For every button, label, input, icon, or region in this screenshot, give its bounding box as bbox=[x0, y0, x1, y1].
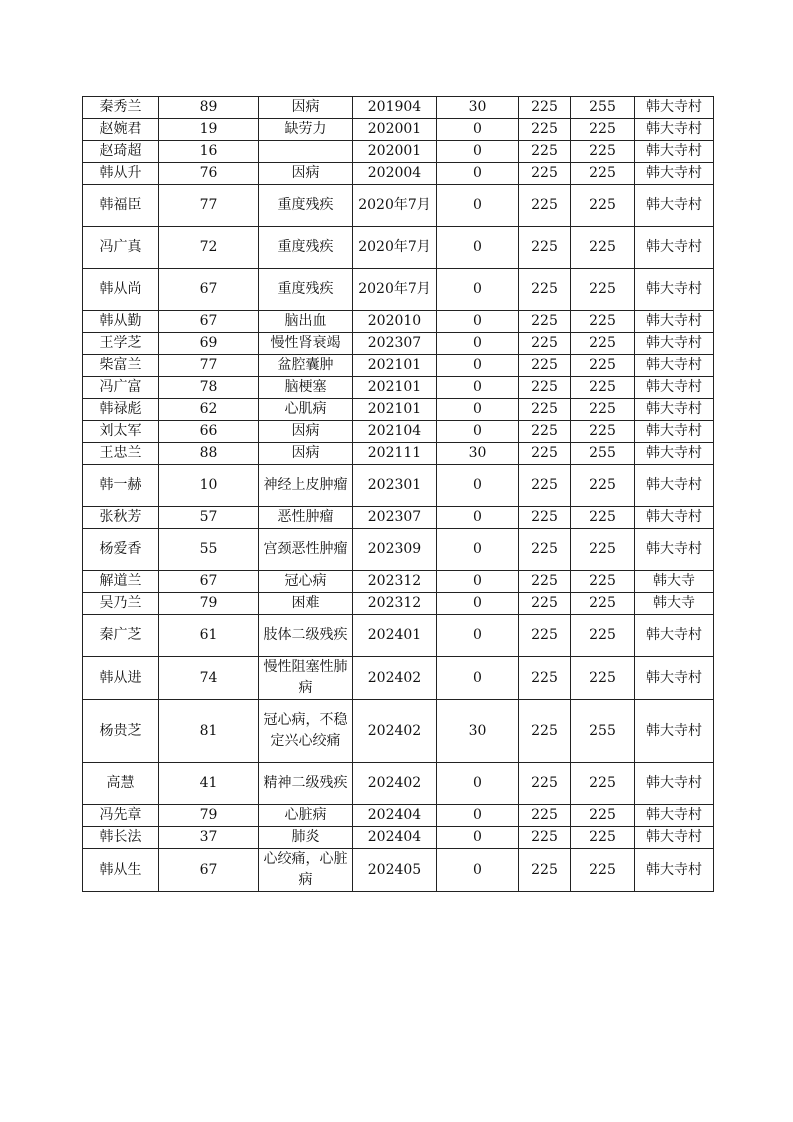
date-cell: 202307 bbox=[353, 507, 437, 529]
name-cell: 韩一赫 bbox=[83, 465, 159, 507]
reason-cell: 精神二级残疾 bbox=[259, 763, 353, 805]
extra-amount-cell: 0 bbox=[437, 593, 519, 615]
age-cell: 72 bbox=[159, 227, 259, 269]
age-cell: 10 bbox=[159, 465, 259, 507]
reason-cell: 重度残疾 bbox=[259, 185, 353, 227]
total-amount-cell: 225 bbox=[571, 399, 635, 421]
total-amount-cell: 225 bbox=[571, 657, 635, 700]
table-row bbox=[83, 399, 714, 421]
reason-cell: 困难 bbox=[259, 593, 353, 615]
base-amount-cell: 225 bbox=[519, 443, 571, 465]
age-cell: 37 bbox=[159, 827, 259, 849]
age-cell: 41 bbox=[159, 763, 259, 805]
extra-amount-cell: 0 bbox=[437, 849, 519, 892]
name-cell: 赵琦超 bbox=[83, 141, 159, 163]
reason-cell bbox=[259, 141, 353, 163]
reason-cell: 心肌病 bbox=[259, 399, 353, 421]
total-amount-cell: 225 bbox=[571, 507, 635, 529]
base-amount-cell: 225 bbox=[519, 657, 571, 700]
village-cell: 韩大寺村 bbox=[635, 227, 714, 269]
base-amount-cell: 225 bbox=[519, 507, 571, 529]
reason-cell: 脑出血 bbox=[259, 311, 353, 333]
date-cell: 201904 bbox=[353, 97, 437, 119]
date-cell: 202401 bbox=[353, 615, 437, 657]
extra-amount-cell: 0 bbox=[437, 465, 519, 507]
extra-amount-cell: 0 bbox=[437, 355, 519, 377]
village-cell: 韩大寺村 bbox=[635, 615, 714, 657]
extra-amount-cell: 0 bbox=[437, 141, 519, 163]
date-cell: 202104 bbox=[353, 421, 437, 443]
base-amount-cell: 225 bbox=[519, 141, 571, 163]
extra-amount-cell: 0 bbox=[437, 529, 519, 571]
total-amount-cell: 225 bbox=[571, 185, 635, 227]
date-cell: 202101 bbox=[353, 355, 437, 377]
extra-amount-cell: 30 bbox=[437, 97, 519, 119]
village-cell: 韩大寺村 bbox=[635, 355, 714, 377]
table-row bbox=[83, 227, 714, 269]
village-cell: 韩大寺村 bbox=[635, 185, 714, 227]
table-row bbox=[83, 465, 714, 507]
reason-cell: 冠心病 bbox=[259, 571, 353, 593]
extra-amount-cell: 0 bbox=[437, 311, 519, 333]
base-amount-cell: 225 bbox=[519, 615, 571, 657]
table-row bbox=[83, 355, 714, 377]
table-row bbox=[83, 269, 714, 311]
table-row bbox=[83, 163, 714, 185]
date-cell: 202404 bbox=[353, 805, 437, 827]
date-cell: 202312 bbox=[353, 571, 437, 593]
base-amount-cell: 225 bbox=[519, 763, 571, 805]
age-cell: 55 bbox=[159, 529, 259, 571]
reason-cell: 恶性肿瘤 bbox=[259, 507, 353, 529]
table-row bbox=[83, 421, 714, 443]
village-cell: 韩大寺村 bbox=[635, 827, 714, 849]
date-cell: 2020年7月 bbox=[353, 185, 437, 227]
name-cell: 韩从尚 bbox=[83, 269, 159, 311]
extra-amount-cell: 0 bbox=[437, 763, 519, 805]
name-cell: 王忠兰 bbox=[83, 443, 159, 465]
reason-cell: 重度残疾 bbox=[259, 269, 353, 311]
name-cell: 杨爱香 bbox=[83, 529, 159, 571]
base-amount-cell: 225 bbox=[519, 827, 571, 849]
table-row bbox=[83, 805, 714, 827]
date-cell: 202402 bbox=[353, 700, 437, 763]
total-amount-cell: 225 bbox=[571, 593, 635, 615]
village-cell: 韩大寺村 bbox=[635, 119, 714, 141]
extra-amount-cell: 0 bbox=[437, 827, 519, 849]
table-row bbox=[83, 529, 714, 571]
date-cell: 202101 bbox=[353, 377, 437, 399]
name-cell: 韩从生 bbox=[83, 849, 159, 892]
reason-cell: 缺劳力 bbox=[259, 119, 353, 141]
total-amount-cell: 225 bbox=[571, 311, 635, 333]
table-row bbox=[83, 185, 714, 227]
name-cell: 冯广富 bbox=[83, 377, 159, 399]
total-amount-cell: 225 bbox=[571, 763, 635, 805]
reason-cell: 慢性阻塞性肺病 bbox=[259, 657, 353, 700]
name-cell: 韩福臣 bbox=[83, 185, 159, 227]
name-cell: 韩禄彪 bbox=[83, 399, 159, 421]
total-amount-cell: 225 bbox=[571, 849, 635, 892]
village-cell: 韩大寺村 bbox=[635, 849, 714, 892]
extra-amount-cell: 0 bbox=[437, 399, 519, 421]
extra-amount-cell: 0 bbox=[437, 657, 519, 700]
village-cell: 韩大寺村 bbox=[635, 269, 714, 311]
name-cell: 张秋芳 bbox=[83, 507, 159, 529]
extra-amount-cell: 0 bbox=[437, 227, 519, 269]
village-cell: 韩大寺村 bbox=[635, 443, 714, 465]
date-cell: 202004 bbox=[353, 163, 437, 185]
age-cell: 66 bbox=[159, 421, 259, 443]
date-cell: 202010 bbox=[353, 311, 437, 333]
name-cell: 韩从升 bbox=[83, 163, 159, 185]
table-row bbox=[83, 615, 714, 657]
name-cell: 韩从进 bbox=[83, 657, 159, 700]
table-row bbox=[83, 97, 714, 119]
name-cell: 赵婉君 bbox=[83, 119, 159, 141]
village-cell: 韩大寺村 bbox=[635, 805, 714, 827]
extra-amount-cell: 30 bbox=[437, 443, 519, 465]
age-cell: 79 bbox=[159, 805, 259, 827]
roster-body bbox=[83, 97, 714, 892]
village-cell: 韩大寺村 bbox=[635, 657, 714, 700]
reason-cell: 肢体二级残疾 bbox=[259, 615, 353, 657]
age-cell: 81 bbox=[159, 700, 259, 763]
total-amount-cell: 225 bbox=[571, 333, 635, 355]
village-cell: 韩大寺村 bbox=[635, 97, 714, 119]
age-cell: 62 bbox=[159, 399, 259, 421]
name-cell: 解道兰 bbox=[83, 571, 159, 593]
extra-amount-cell: 0 bbox=[437, 571, 519, 593]
age-cell: 67 bbox=[159, 849, 259, 892]
extra-amount-cell: 30 bbox=[437, 700, 519, 763]
total-amount-cell: 225 bbox=[571, 571, 635, 593]
table-row bbox=[83, 657, 714, 700]
total-amount-cell: 225 bbox=[571, 269, 635, 311]
age-cell: 89 bbox=[159, 97, 259, 119]
village-cell: 韩大寺 bbox=[635, 593, 714, 615]
village-cell: 韩大寺村 bbox=[635, 163, 714, 185]
date-cell: 202404 bbox=[353, 827, 437, 849]
date-cell: 202001 bbox=[353, 141, 437, 163]
base-amount-cell: 225 bbox=[519, 333, 571, 355]
base-amount-cell: 225 bbox=[519, 593, 571, 615]
village-cell: 韩大寺村 bbox=[635, 465, 714, 507]
total-amount-cell: 225 bbox=[571, 141, 635, 163]
table-row bbox=[83, 119, 714, 141]
table-row bbox=[83, 593, 714, 615]
date-cell: 202309 bbox=[353, 529, 437, 571]
age-cell: 78 bbox=[159, 377, 259, 399]
assistance-roster-table bbox=[82, 96, 714, 892]
base-amount-cell: 225 bbox=[519, 163, 571, 185]
age-cell: 67 bbox=[159, 269, 259, 311]
table-row bbox=[83, 507, 714, 529]
total-amount-cell: 225 bbox=[571, 421, 635, 443]
total-amount-cell: 255 bbox=[571, 97, 635, 119]
name-cell: 韩从勤 bbox=[83, 311, 159, 333]
village-cell: 韩大寺村 bbox=[635, 763, 714, 805]
age-cell: 67 bbox=[159, 311, 259, 333]
date-cell: 202101 bbox=[353, 399, 437, 421]
village-cell: 韩大寺村 bbox=[635, 141, 714, 163]
extra-amount-cell: 0 bbox=[437, 377, 519, 399]
base-amount-cell: 225 bbox=[519, 849, 571, 892]
total-amount-cell: 255 bbox=[571, 443, 635, 465]
total-amount-cell: 225 bbox=[571, 119, 635, 141]
age-cell: 79 bbox=[159, 593, 259, 615]
table-row bbox=[83, 443, 714, 465]
base-amount-cell: 225 bbox=[519, 185, 571, 227]
age-cell: 74 bbox=[159, 657, 259, 700]
name-cell: 王学芝 bbox=[83, 333, 159, 355]
total-amount-cell: 225 bbox=[571, 465, 635, 507]
extra-amount-cell: 0 bbox=[437, 185, 519, 227]
reason-cell: 冠心病，不稳定兴心绞痛 bbox=[259, 700, 353, 763]
date-cell: 202405 bbox=[353, 849, 437, 892]
village-cell: 韩大寺村 bbox=[635, 377, 714, 399]
age-cell: 76 bbox=[159, 163, 259, 185]
total-amount-cell: 255 bbox=[571, 700, 635, 763]
date-cell: 2020年7月 bbox=[353, 227, 437, 269]
reason-cell: 因病 bbox=[259, 97, 353, 119]
base-amount-cell: 225 bbox=[519, 311, 571, 333]
age-cell: 57 bbox=[159, 507, 259, 529]
reason-cell: 脑梗塞 bbox=[259, 377, 353, 399]
base-amount-cell: 225 bbox=[519, 421, 571, 443]
extra-amount-cell: 0 bbox=[437, 269, 519, 311]
age-cell: 16 bbox=[159, 141, 259, 163]
base-amount-cell: 225 bbox=[519, 227, 571, 269]
age-cell: 61 bbox=[159, 615, 259, 657]
table-row bbox=[83, 849, 714, 892]
total-amount-cell: 225 bbox=[571, 827, 635, 849]
total-amount-cell: 225 bbox=[571, 615, 635, 657]
village-cell: 韩大寺村 bbox=[635, 700, 714, 763]
extra-amount-cell: 0 bbox=[437, 615, 519, 657]
reason-cell: 因病 bbox=[259, 443, 353, 465]
village-cell: 韩大寺村 bbox=[635, 311, 714, 333]
age-cell: 88 bbox=[159, 443, 259, 465]
base-amount-cell: 225 bbox=[519, 269, 571, 311]
date-cell: 202111 bbox=[353, 443, 437, 465]
age-cell: 77 bbox=[159, 185, 259, 227]
table-row bbox=[83, 571, 714, 593]
reason-cell: 因病 bbox=[259, 163, 353, 185]
name-cell: 冯先章 bbox=[83, 805, 159, 827]
village-cell: 韩大寺村 bbox=[635, 333, 714, 355]
reason-cell: 心绞痛，心脏病 bbox=[259, 849, 353, 892]
base-amount-cell: 225 bbox=[519, 529, 571, 571]
total-amount-cell: 225 bbox=[571, 163, 635, 185]
base-amount-cell: 225 bbox=[519, 465, 571, 507]
base-amount-cell: 225 bbox=[519, 377, 571, 399]
base-amount-cell: 225 bbox=[519, 97, 571, 119]
age-cell: 19 bbox=[159, 119, 259, 141]
date-cell: 202301 bbox=[353, 465, 437, 507]
date-cell: 202001 bbox=[353, 119, 437, 141]
date-cell: 202402 bbox=[353, 763, 437, 805]
total-amount-cell: 225 bbox=[571, 529, 635, 571]
base-amount-cell: 225 bbox=[519, 355, 571, 377]
total-amount-cell: 225 bbox=[571, 355, 635, 377]
date-cell: 202312 bbox=[353, 593, 437, 615]
reason-cell: 慢性肾衰竭 bbox=[259, 333, 353, 355]
table-row bbox=[83, 333, 714, 355]
reason-cell: 心脏病 bbox=[259, 805, 353, 827]
total-amount-cell: 225 bbox=[571, 805, 635, 827]
table-row bbox=[83, 141, 714, 163]
extra-amount-cell: 0 bbox=[437, 119, 519, 141]
name-cell: 秦秀兰 bbox=[83, 97, 159, 119]
name-cell: 韩长法 bbox=[83, 827, 159, 849]
table-row bbox=[83, 311, 714, 333]
reason-cell: 神经上皮肿瘤 bbox=[259, 465, 353, 507]
extra-amount-cell: 0 bbox=[437, 163, 519, 185]
name-cell: 高慧 bbox=[83, 763, 159, 805]
village-cell: 韩大寺村 bbox=[635, 507, 714, 529]
age-cell: 67 bbox=[159, 571, 259, 593]
base-amount-cell: 225 bbox=[519, 571, 571, 593]
village-cell: 韩大寺村 bbox=[635, 421, 714, 443]
reason-cell: 重度残疾 bbox=[259, 227, 353, 269]
extra-amount-cell: 0 bbox=[437, 421, 519, 443]
base-amount-cell: 225 bbox=[519, 399, 571, 421]
name-cell: 秦广芝 bbox=[83, 615, 159, 657]
table-row bbox=[83, 827, 714, 849]
name-cell: 吴乃兰 bbox=[83, 593, 159, 615]
reason-cell: 宫颈恶性肿瘤 bbox=[259, 529, 353, 571]
reason-cell: 盆腔囊肿 bbox=[259, 355, 353, 377]
name-cell: 冯广真 bbox=[83, 227, 159, 269]
date-cell: 202307 bbox=[353, 333, 437, 355]
base-amount-cell: 225 bbox=[519, 700, 571, 763]
name-cell: 刘太军 bbox=[83, 421, 159, 443]
total-amount-cell: 225 bbox=[571, 227, 635, 269]
total-amount-cell: 225 bbox=[571, 377, 635, 399]
village-cell: 韩大寺 bbox=[635, 571, 714, 593]
table-row bbox=[83, 763, 714, 805]
base-amount-cell: 225 bbox=[519, 805, 571, 827]
name-cell: 柴富兰 bbox=[83, 355, 159, 377]
name-cell: 杨贵芝 bbox=[83, 700, 159, 763]
age-cell: 69 bbox=[159, 333, 259, 355]
village-cell: 韩大寺村 bbox=[635, 529, 714, 571]
reason-cell: 因病 bbox=[259, 421, 353, 443]
table-row bbox=[83, 377, 714, 399]
date-cell: 202402 bbox=[353, 657, 437, 700]
base-amount-cell: 225 bbox=[519, 119, 571, 141]
reason-cell: 肺炎 bbox=[259, 827, 353, 849]
table-row bbox=[83, 700, 714, 763]
extra-amount-cell: 0 bbox=[437, 333, 519, 355]
date-cell: 2020年7月 bbox=[353, 269, 437, 311]
age-cell: 77 bbox=[159, 355, 259, 377]
extra-amount-cell: 0 bbox=[437, 507, 519, 529]
extra-amount-cell: 0 bbox=[437, 805, 519, 827]
village-cell: 韩大寺村 bbox=[635, 399, 714, 421]
